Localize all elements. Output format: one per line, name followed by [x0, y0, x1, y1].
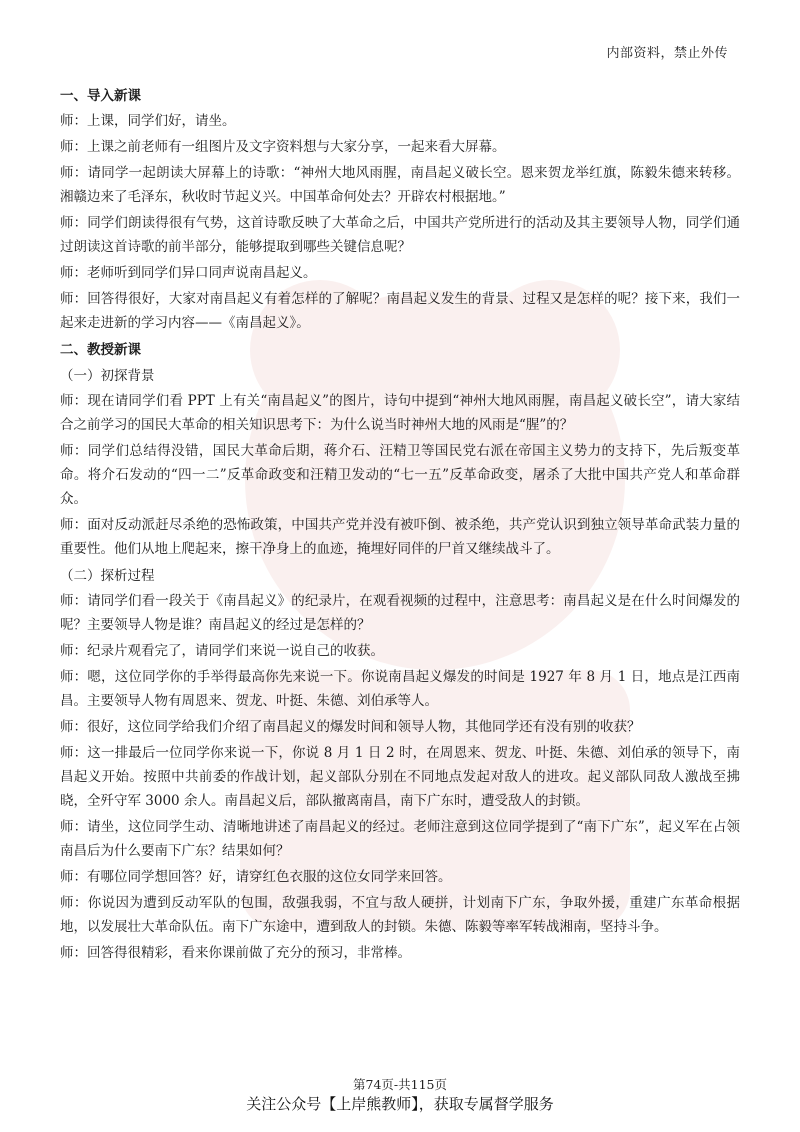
confidential-note: 内部资料，禁止外传	[606, 46, 728, 61]
subsection-heading-background: （一）初探背景	[60, 368, 155, 384]
paragraph: 师：你说因为遭到反动军队的包围，敌强我弱，不宜与敌人硬拼，计划南下广东，争取外援，重建广东革命根据地，以发展壮大革命队伍。南下广东途中，遭到敌人的封锁。朱德、陈毅等率军转战湘南，坚持斗争。	[60, 895, 740, 935]
section-heading-intro: 一、导入新课	[60, 88, 141, 104]
paragraph: 师：面对反动派赶尽杀绝的恐怖政策，中国共产党并没有被吓倒、被杀绝，共产党认识到独立领导革命武装力量的重要性。他们从地上爬起来，擦干净身上的血迹，掩埋好同伴的尸首又继续战斗了。	[60, 517, 740, 557]
paragraph: 师：上课之前老师有一组图片及文字资料想与大家分享，一起来看大屏幕。	[60, 139, 506, 155]
subsection-heading-process: （二）探析过程	[60, 568, 155, 584]
paragraph: 师：回答得很好，大家对南昌起义有着怎样的了解呢？南昌起义发生的背景、过程又是怎样的呢？接下来，我们一起来走进新的学习内容——《南昌起义》。	[60, 291, 740, 331]
paragraph: 师：请同学们看一段关于《南昌起义》的纪录片，在观看视频的过程中，注意思考：南昌起义是在什么时间爆发的呢？主要领导人物是谁？南昌起义的经过是怎样的？	[60, 593, 740, 633]
page-number: 第74页-共115页	[353, 1077, 447, 1092]
paragraph: 师：这一排最后一位同学你来说一下，你说 8 月 1 日 2 时，在周恩来、贺龙、叶挺、朱德、刘伯承的领导下，南昌起义开始。按照中共前委的作战计划，起义部队分别在不同地点发起对敌人的进攻。起义部队同敌人激战至拂晓，全歼守军 3000 余人。南昌起义后，部队撤离南昌，南下广东时，遭受敌人的封锁。	[60, 745, 740, 809]
document-body	[60, 83, 740, 967]
footer-promo: 关注公众号【上岸熊教师】，获取专属督学服务	[246, 1095, 554, 1113]
section-heading-teaching: 二、教授新课	[60, 342, 141, 358]
paragraph: 师：嗯，这位同学你的手举得最高你先来说一下。你说南昌起义爆发的时间是 1927 年 8 月 1 日，地点是江西南昌。主要领导人物有周恩来、贺龙、叶挺、朱德、刘伯承等人。	[60, 669, 740, 709]
paragraph: 师：老师听到同学们异口同声说南昌起义。	[60, 265, 317, 281]
paragraph: 师：同学们朗读得很有气势，这首诗歌反映了大革命之后，中国共产党所进行的活动及其主要领导人物，同学们通过朗读这首诗歌的前半部分，能够提取到哪些关键信息呢？	[60, 215, 740, 255]
paragraph: 师：很好，这位同学给我们介绍了南昌起义的爆发时间和领导人物，其他同学还有没有别的收获？	[60, 719, 641, 735]
paragraph: 师：请坐，这位同学生动、清晰地讲述了南昌起义的经过。老师注意到这位同学提到了“南下广东”，起义军在占领南昌后为什么要南下广东？结果如何？	[60, 819, 740, 859]
paragraph: 师：有哪位同学想回答？好，请穿红色衣服的这位女同学来回答。	[60, 869, 452, 885]
paragraph: 师：同学们总结得没错，国民大革命后期，蒋介石、汪精卫等国民党右派在帝国主义势力的支持下，先后叛变革命。将介石发动的“四一二”反革命政变和汪精卫发动的“七一五”反革命政变，屠杀了大批中国共产党人和革命群众。	[60, 443, 740, 507]
paragraph: 师：回答得很精彩，看来你课前做了充分的预习，非常棒。	[60, 945, 411, 961]
paragraph: 师：请同学一起朗读大屏幕上的诗歌：“神州大地风雨腥，南昌起义破长空。恩来贺龙举红旗，陈毅朱德来转移。湘赣边来了毛泽东，秋收时节起义兴。中国革命何处去？开辟农村根据地。”	[60, 165, 740, 205]
paragraph: 师：纪录片观看完了，请同学们来说一说自己的收获。	[60, 643, 384, 659]
paragraph: 师：现在请同学们看 PPT 上有关“南昌起义”的图片，诗句中提到“神州大地风雨腥，南昌起义破长空”，请大家结合之前学习的国民大革命的相关知识思考下：为什么说当时神州大地的风雨是“腥”的？	[60, 393, 740, 433]
paragraph: 师：上课，同学们好，请坐。	[60, 113, 236, 129]
